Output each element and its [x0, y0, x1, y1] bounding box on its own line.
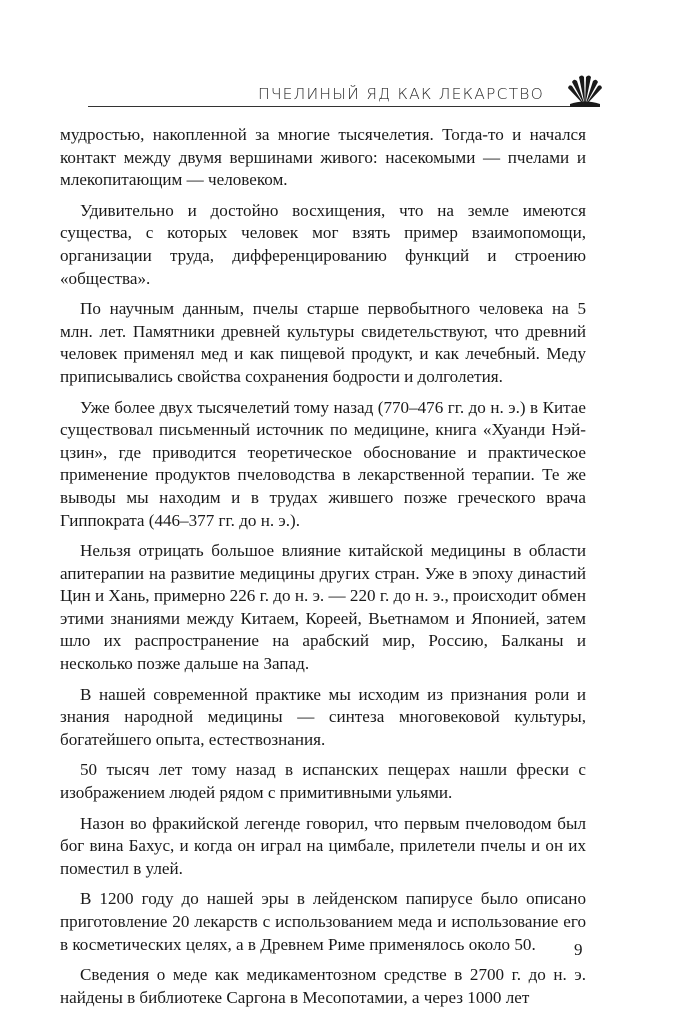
paragraph: Сведения о меде как медикаментозном средстве в 2700 г. до н. э. найдены в библиотеке Саргона в Месопотамии, а через 1000 лет	[60, 965, 586, 1007]
paragraph: В 1200 году до нашей эры в лейденском папирусе было описано приготовление 20 лекарств с использованием меда и использование его в косметических целях, а в Древнем Риме применялось около 50.	[60, 889, 586, 954]
paragraph: мудростью, накопленной за многие тысячелетия. Тогда-то и начался контакт между двумя вершинами живого: насекомыми — пчелами и млекопитающим — человеком.	[60, 125, 586, 190]
body-text	[60, 124, 586, 1017]
bee-hive-fan-icon	[564, 74, 606, 108]
paragraph: Удивительно и достойно восхищения, что на земле имеются существа, с которых человек мог взять пример взаимопомощи, организации труда, дифференцированию функций и строению «общества».	[60, 200, 586, 288]
page-number: 9	[574, 940, 583, 959]
paragraph: По научным данным, пчелы старше первобытного человека на 5 млн. лет. Памятники древней культуры свидетельствуют, что древний человек применял мед и как пищевой продукт, и как лечебный. Меду приписывались свойства сохранения бодрости и долголетия.	[60, 299, 586, 386]
paragraph: 50 тысяч лет тому назад в испанских пещерах нашли фрески с изображением людей рядом с примитивными ульями.	[60, 760, 586, 803]
paragraph: Уже более двух тысячелетий тому назад (770–476 гг. до н. э.) в Китае существовал письменный источник по медицине, книга «Хуанди Нэй-цзин», где приводится теоретическое обоснование и практическое применение продуктов пчеловодства в лекарственной терапии. Те же выводы мы находим и в трудах жившего позже греческого врача Гиппократа (446–377 гг. до н. э.).	[60, 397, 586, 530]
paragraph: Нельзя отрицать большое влияние китайской медицины в области апитерапии на развитие медицины других стран. Уже в эпоху династий Цин и Хань, примерно 226 г. до н. э. — 220 г. до н. э., происходит обмен этими знаниями между Китаем, Кореей, Вьетнамом и Японией, затем шло их распространение на арабский мир, Россию, Балканы и несколько позже дальше на Запад.	[60, 541, 586, 674]
running-title: ПЧЕЛИНЫЙ ЯД КАК ЛЕКАРСТВО	[258, 85, 545, 103]
header-rule	[88, 106, 592, 107]
paragraph: В нашей современной практике мы исходим из признания роли и знания народной медицины — синтеза многовековой культуры, богатейшего опыта, естествознания.	[60, 684, 586, 749]
paragraph: Назон во фракийской легенде говорил, что первым пчеловодом был бог вина Бахус, и когда он играл на цимбале, прилетели пчелы и он их поместил в улей.	[60, 813, 586, 878]
running-header	[0, 0, 682, 120]
